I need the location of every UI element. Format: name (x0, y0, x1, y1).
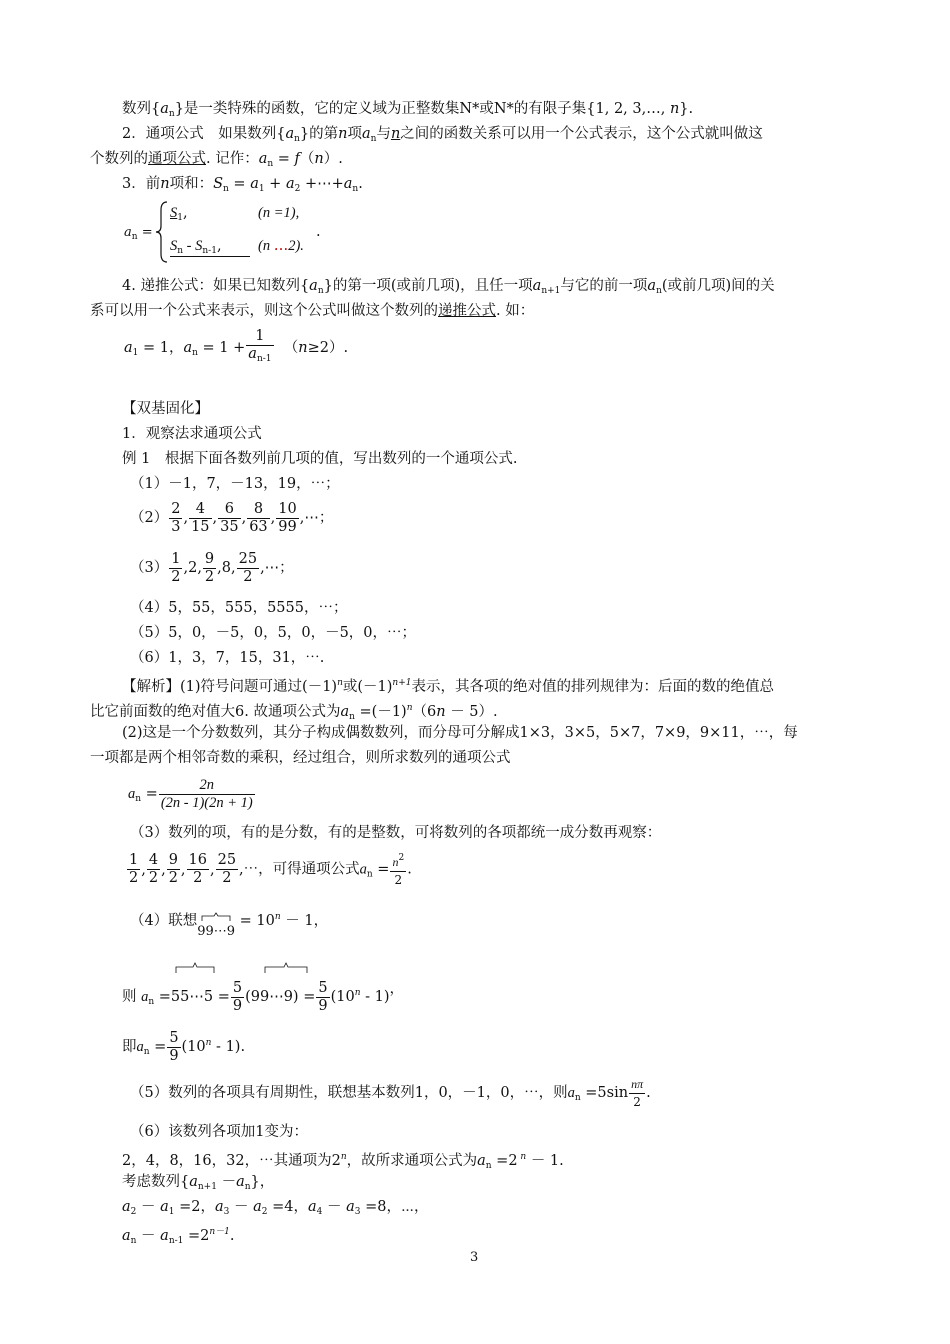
text: a (189, 1174, 198, 1190)
text: 递推公式 (438, 303, 496, 319)
text: =2 (491, 1153, 518, 1169)
denominator: 35 (220, 518, 239, 535)
text: n (130, 1236, 137, 1246)
text: a (141, 989, 149, 1005)
text: = (273, 151, 295, 167)
text: 9 (232, 997, 243, 1014)
denominator: 63 (249, 518, 268, 535)
denominator: 2 (243, 568, 253, 585)
fraction (276, 501, 298, 536)
text: － 5）. (445, 704, 498, 720)
text: a (183, 340, 193, 356)
text: (1)符号问题可通过(－1) (180, 679, 338, 695)
text: =2， (174, 1199, 215, 1215)
text: 【解析】 (122, 679, 180, 695)
text: （2） (130, 510, 169, 526)
text: a (361, 126, 371, 142)
text: n-1 (202, 246, 217, 256)
text: n+1 (197, 1182, 217, 1192)
fraction (203, 551, 216, 586)
text: 表示，其各项的绝对值的排列规律为：后面的数的绝值总 (411, 679, 774, 695)
text: ,⋯，可得通项公式 (239, 861, 360, 878)
denominator: 2 (171, 568, 181, 585)
fraction (169, 551, 182, 586)
integer-term: 2 (188, 560, 198, 576)
text: (2n - 1)(2n + 1) (160, 794, 253, 811)
numerator: 25 (217, 852, 237, 868)
text: n (148, 997, 155, 1007)
text: n (390, 126, 401, 142)
text: n-1 (256, 354, 272, 364)
fraction (147, 852, 160, 887)
text: . 记作： (206, 151, 259, 167)
text: , (182, 205, 188, 221)
fraction-list: $\frac{1}{2}$ , $\frac{4}{2}$ , $\frac{9}{2}$ , $\frac{16}{2}$ , $\frac{25}{2}$ (129, 852, 237, 886)
text: n (485, 1161, 492, 1171)
fraction (247, 501, 269, 536)
text: n (135, 794, 142, 804)
text: }的第 (299, 126, 339, 142)
text: n (669, 101, 680, 117)
numerator: 4 (189, 501, 211, 519)
fraction (237, 551, 259, 586)
example-item-5: （5）5，0，－5，0，5，0，－5，0，⋯； (130, 625, 417, 641)
text: = (228, 176, 251, 192)
fraction-list: $\frac{1}{2}$ ,2, $\frac{9}{2}$ ,8, $\frac{25}{2}$ (171, 550, 258, 585)
recursion-line-1 (122, 276, 775, 301)
text: 9 (169, 1047, 179, 1064)
text: n (406, 703, 413, 713)
text: }的第一项(或前几项)，且任一项 (323, 278, 533, 294)
section-heading: 【双基固化】 (122, 401, 209, 417)
denominator: 15 (191, 518, 210, 535)
numerator: 4 (148, 852, 159, 868)
text: 与它的前一项 (560, 278, 648, 294)
text: － (322, 1199, 347, 1215)
text: 2，4，8，16，32，⋯其通项为2 (122, 1153, 341, 1169)
text: =2 (183, 1228, 210, 1244)
text: 2n (159, 777, 255, 795)
solution-line-5: （3）数列的项，有的是分数，有的是整数，可将数列的各项都统一成分数再观察： (130, 825, 662, 841)
text: 之间的函数关系可以用一个公式表示，这个公式就叫做这 (400, 126, 763, 142)
text: 5 (318, 979, 328, 996)
solution-line-10 (130, 1074, 651, 1117)
text: n (143, 1047, 150, 1057)
text: 1 (132, 348, 139, 358)
overbrace (201, 912, 231, 922)
text: =(－1) (354, 704, 407, 720)
text: (99⋯9) = (245, 989, 316, 1005)
numerator: 10 (278, 500, 297, 517)
text: （ (299, 151, 315, 167)
text: n (574, 1093, 581, 1103)
text: a (477, 1153, 486, 1169)
text: n (314, 151, 324, 167)
denominator: 2 (204, 568, 215, 585)
text: 5 (232, 979, 243, 996)
text: n-1 (168, 1236, 184, 1246)
fraction (218, 501, 240, 536)
text: n (517, 1152, 527, 1162)
text: 4. 递推公式：如果已知数列{ (122, 278, 310, 294)
numerator: 1 (171, 550, 181, 567)
text: 1 (246, 328, 273, 346)
text: n (223, 184, 229, 194)
text: (或前几项)间的关 (661, 278, 775, 294)
text: S (170, 205, 178, 221)
text: － (136, 1199, 161, 1215)
text: = (137, 225, 153, 240)
fraction (159, 777, 255, 812)
text: =55⋯5 = (154, 989, 230, 1005)
fraction (127, 852, 140, 887)
text: f (294, 151, 300, 167)
text: - 1) (360, 989, 390, 1005)
text: 4 (316, 1207, 323, 1217)
text: … (273, 238, 289, 254)
fraction (316, 980, 329, 1015)
text: = (149, 1039, 167, 1055)
text: n+1 (541, 286, 561, 296)
solution-line-15 (122, 1222, 235, 1251)
numerator: 16 (188, 852, 207, 868)
text: － (229, 1199, 254, 1215)
example-title: 例 1 根据下面各数列前几项的值，写出数列的一个通项公式. (122, 451, 518, 467)
text: n (160, 176, 170, 192)
text: . (240, 1039, 246, 1055)
text: , (216, 238, 222, 254)
fraction (169, 501, 182, 536)
text: (10 (330, 989, 355, 1005)
text: 系可以用一个公式来表示，则这个公式叫做这个数列的 (90, 303, 438, 319)
numerator: 1 (129, 852, 139, 868)
recursion-line-2 (90, 301, 534, 321)
text: n (267, 159, 274, 169)
text: 或(－1) (342, 679, 393, 695)
text: a (567, 1085, 575, 1101)
text: 2 (261, 1207, 268, 1217)
text: a (128, 786, 136, 802)
text: n (131, 232, 138, 242)
text: a (214, 1199, 224, 1215)
text: n (244, 1182, 251, 1192)
text: 则 (122, 989, 137, 1005)
text: n (656, 286, 662, 296)
text: n (177, 246, 184, 256)
text: ， (389, 981, 404, 997)
overbrace (175, 962, 215, 974)
text: 即 (122, 1039, 137, 1055)
text: = (372, 861, 390, 878)
text: a (343, 176, 353, 192)
text: a (248, 346, 257, 362)
text: a (124, 340, 133, 356)
text: a (532, 278, 542, 294)
text: =4， (267, 1199, 308, 1215)
text: a (307, 1199, 317, 1215)
text: n (337, 678, 343, 688)
text: 9 (318, 997, 328, 1014)
text: （3） (130, 560, 169, 576)
text: (n =1), (258, 205, 300, 221)
overbrace (264, 962, 308, 974)
text: (10 (181, 1039, 206, 1055)
example-item-2 (130, 500, 333, 536)
text: 99⋯9 (197, 924, 236, 939)
text: n (298, 340, 308, 356)
underline (170, 256, 250, 257)
text: n (317, 286, 324, 296)
text: n (352, 184, 359, 194)
text: 考虑数列{ (122, 1174, 190, 1190)
recursion-example (124, 328, 348, 372)
text: 1 (258, 184, 265, 194)
text: （5）数列的各项具有周期性，联想基本数列1，0，－1，0，⋯，则 (130, 1085, 568, 1101)
text: . (229, 1228, 235, 1244)
numerator: 2 (171, 500, 181, 517)
text: (n (258, 238, 274, 254)
text: 2 (294, 184, 301, 194)
text: a (309, 278, 318, 294)
fraction-list: $\frac{2}{3}$ , $\frac{4}{15}$ , $\frac{6}{35}$ , $\frac{8}{63}$ , $\frac{10}{99}$ (171, 500, 297, 535)
text: 2 (394, 873, 403, 887)
text: S (170, 238, 178, 254)
general-term-line-2 (90, 149, 343, 174)
partial-sum-line (122, 174, 363, 199)
fraction (167, 852, 180, 887)
fraction (216, 852, 238, 887)
text: a (136, 1039, 144, 1055)
denominator: 99 (278, 518, 297, 535)
repeating-nines (197, 922, 235, 942)
solution-line-6 (126, 850, 412, 894)
text: 项 (347, 126, 362, 142)
solution-line-13 (122, 1172, 274, 1197)
text: n (192, 348, 198, 358)
text: . 如： (496, 303, 535, 319)
text: S (213, 176, 224, 192)
brace (155, 200, 169, 264)
example-item-3 (130, 550, 294, 586)
text: ）. (323, 151, 343, 167)
text: a (258, 151, 268, 167)
example-item-1: （1）－1，7，－13，19，⋯； (130, 476, 340, 492)
text: － (136, 1228, 161, 1244)
text: a (122, 1228, 131, 1244)
text: a (285, 176, 295, 192)
general-term-line-1 (122, 124, 763, 149)
subsection-heading: 1．观察法求通项公式 (122, 426, 262, 442)
denominator: 2 (168, 870, 178, 886)
text: ,⋯； (299, 510, 334, 526)
solution-line-3: (2)这是一个分数数列，其分子构成偶数数列，而分母可分解成1×3，3×5，5×7，7×9，9×11，⋯，每 (122, 725, 798, 741)
text: 3 (223, 1207, 230, 1217)
text: n+1 (392, 678, 412, 688)
solution-line-8 (122, 970, 404, 1021)
text: n (205, 1038, 212, 1048)
text: n (436, 704, 446, 720)
text: - 1) (211, 1039, 241, 1055)
text: = (141, 786, 158, 802)
fraction (167, 1030, 180, 1065)
text: a (647, 278, 657, 294)
text: 比它前面数的绝对值大6. 故通项公式为 (90, 704, 341, 720)
text: = 10 (235, 913, 275, 929)
text: n (274, 912, 281, 922)
text: }是一类特殊的函数，它的定义域为正整数集N*或N*的有限子集{1, 2, 3,…, (174, 101, 670, 117)
text: a (250, 176, 259, 192)
text: n (349, 712, 355, 722)
text: a (285, 126, 295, 142)
text: }， (250, 1174, 275, 1190)
text: ，故所求通项公式为 (346, 1153, 478, 1169)
text: a (160, 1228, 169, 1244)
text: n (294, 134, 300, 144)
solution-line-14 (122, 1197, 429, 1222)
text: n (340, 1152, 347, 1162)
text: 2 (398, 853, 405, 863)
numerator: 9 (168, 852, 178, 868)
text: 与 (376, 126, 391, 142)
text: =8，⋯， (360, 1199, 429, 1215)
text: n (338, 126, 348, 142)
text: a (124, 225, 132, 240)
numerator: 25 (238, 550, 258, 567)
text: +⋯+ (300, 176, 344, 192)
formula-2 (128, 775, 256, 818)
text: 5 (169, 1029, 179, 1046)
text: a (359, 861, 367, 878)
text: a (160, 101, 169, 117)
denominator: 2 (129, 870, 139, 886)
text: － 1. (526, 1153, 564, 1169)
text: n (168, 109, 175, 119)
text: 个数列的 (90, 151, 148, 167)
text: 2 (633, 1094, 641, 1109)
text: a (122, 1199, 131, 1215)
fraction (189, 501, 211, 536)
text: =5sin (580, 1085, 629, 1101)
fraction (629, 1076, 645, 1111)
text: n－1 (209, 1227, 230, 1237)
page-number: 3 (470, 1250, 479, 1265)
fraction (246, 328, 273, 368)
fraction (187, 852, 209, 887)
text: a (340, 704, 350, 720)
text: - S (183, 238, 203, 254)
text: 3．前 (122, 176, 161, 192)
text: a (236, 1174, 245, 1190)
text: 项和： (169, 176, 214, 192)
solution-line-1 (122, 673, 774, 697)
text: n (370, 134, 377, 144)
integer-term: 8 (221, 560, 231, 576)
numerator: 8 (247, 501, 269, 519)
text: 通项公式 (148, 151, 206, 167)
solution-line-4: 一项都是两个相邻奇数的乘积，经过组合，则所求数列的通项公式 (90, 750, 511, 766)
fraction (231, 980, 244, 1015)
definition-line-1 (122, 99, 693, 124)
denominator: 2 (193, 870, 203, 886)
text: . (646, 1085, 651, 1101)
text: a (160, 1199, 169, 1215)
text: 3 (354, 1207, 361, 1217)
text: . (358, 176, 363, 192)
text: }. (679, 101, 694, 117)
text: 2). (288, 238, 304, 254)
text: ≥2）. (307, 340, 349, 356)
text: 1 (168, 1207, 175, 1217)
text: 2 (130, 1207, 137, 1217)
solution-line-9 (122, 1024, 245, 1071)
example-item-6: （6）1，3，7，15，31，⋯. (130, 650, 325, 666)
solution-line-11: （6）该数列各项加1变为： (130, 1124, 308, 1140)
text: a (253, 1199, 262, 1215)
denominator: 2 (148, 870, 159, 886)
text: n (354, 988, 361, 998)
text: = 1 + (197, 340, 246, 356)
text: （4）联想 (130, 913, 198, 929)
text: . (407, 861, 412, 878)
text: 2．通项公式 如果数列{ (122, 126, 286, 142)
text: = 1， (138, 340, 184, 356)
numerator: 9 (204, 550, 215, 567)
fraction (390, 850, 406, 889)
denominator: 2 (222, 870, 232, 886)
text: （6 (412, 704, 437, 720)
text: . (316, 224, 321, 240)
text: 1 (177, 213, 183, 223)
text: + (264, 176, 286, 192)
text: nπ (629, 1076, 645, 1094)
solution-line-7 (130, 907, 328, 942)
text: a (346, 1199, 355, 1215)
text: － 1， (280, 913, 329, 929)
text: ,⋯； (260, 560, 294, 576)
numerator: 6 (218, 501, 240, 519)
text: n (366, 869, 373, 880)
text: 数列{ (122, 101, 161, 117)
text: － (216, 1174, 237, 1190)
denominator: 3 (171, 518, 181, 535)
example-item-4: （4）5，55，555，5555，⋯； (130, 600, 348, 616)
text: （ (283, 340, 299, 356)
text: n (392, 855, 399, 869)
